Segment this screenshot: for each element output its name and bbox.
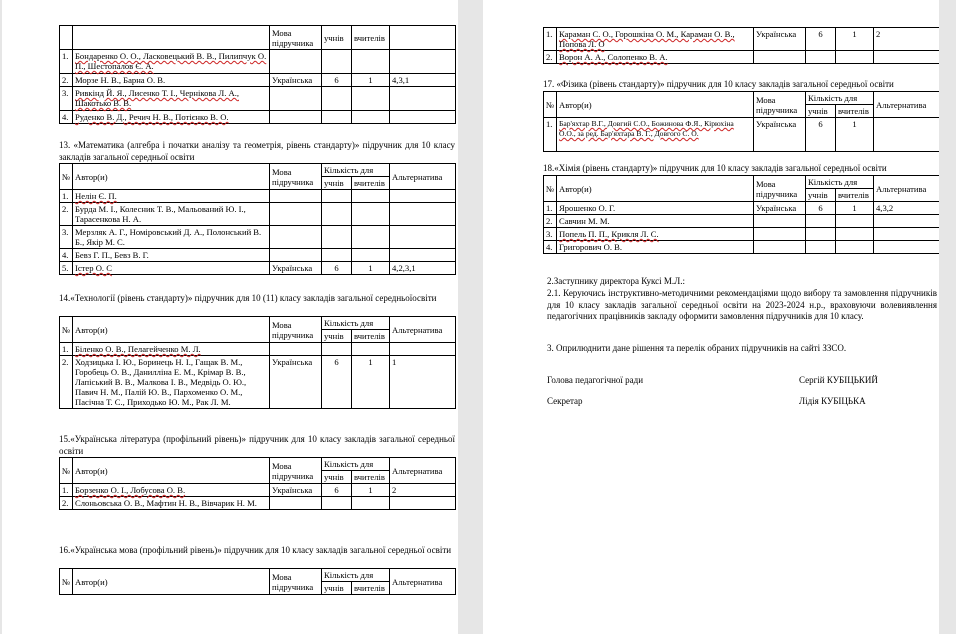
section-18-title: 18.«Хімія (рівень стандарту)» підручник для 10 класу закладів загальної середньої освіти bbox=[543, 163, 887, 173]
document-page-right bbox=[483, 0, 939, 634]
table-row: 4. Бевз Г. П., Бевз В. Г. bbox=[60, 249, 456, 262]
table-ukrainian-language: № Автор(и) Мова підручника Кількість для Альтернатива учнів вчителів bbox=[59, 568, 456, 595]
table-literature: № Автор(и) Мова підручника Кількість для Альтернатива учнів вчителів 1. Борзенко О. І., Лобусова О. В. Українська 6 1 2 2. Слоньовська О. В., Мафтин Н. В., Вівчарик Н. М. bbox=[59, 457, 456, 510]
table-informatics-continued bbox=[59, 25, 456, 124]
decision-2-1: 2.1. Керуючись інструктивно-методичними рекомендаціями щодо вибору та замовлення підручників для 10 класу закладів загальної середньої освіти на 2023-2024 н.р., враховуючи волевиявлення педагогічних працівників закладу оформити замовлення підручників для 10 класу. bbox=[547, 288, 937, 321]
table-ukrainian-language-continued bbox=[543, 27, 939, 64]
decision-3: 3. Оприлюднити дане рішення та перелік обраних підручників на сайті ЗЗСО. bbox=[547, 343, 847, 353]
table-row: 2. Ворон А. А., Солопенко В. А. bbox=[544, 51, 940, 64]
table-row: 1. Нелін Є. П. bbox=[60, 190, 456, 203]
signature-chair-name: Сергій КУБІЦЬКИЙ bbox=[799, 375, 878, 385]
signature-chair-label: Голова педагогічної ради bbox=[547, 375, 644, 385]
table-row: 1. Бар'яхтар В.Г., Довгий С.О., Божинова Ф.Я., Кірюхіна О.О., за ред. Бар'яхтара В. Г., Довгого С. О. Українська 6 1 bbox=[544, 118, 940, 152]
table-row: 1. Бондаренко О. О., Ласковецький В. В., Пилипчук О. П., Шестопалов Є. А. bbox=[60, 50, 456, 74]
table-row: 3. Ривкінд Й. Я., Лисенко Т. І., Чернікова Л. А., Шакотько В. В. bbox=[60, 87, 456, 111]
table-chemistry: № Автор(и) Мова підручника Кількість для Альтернатива учнів вчителів 1. Ярошенко О. Г. Українська 6 1 4,3,2 2. Савчин М. М. 3. Попель П. П., Крикля Л. С. 4. Григорович О. В. bbox=[543, 175, 939, 254]
document-page-left bbox=[2, 0, 458, 634]
section-16-title: 16.«Українська мова (профільний рівень)» підручник для 10 класу закладів загальної середньої освіти bbox=[59, 545, 452, 555]
table-math: № Автор(и) Мова підручника Кількість для Альтернатива учнів вчителів 1. Нелін Є. П. 2. Бурда М. І., Колесник Т. В., Мальований Ю. І., Тарасенкова Н. А. 3. Мерзляк А. Г., Номіровський Д. А., Полонський В. Б., Якір М. С. 4. Бевз Г. П., Бевз В. Г. 5. Істер О. С Українська 6 1 4,2,3,1 bbox=[59, 163, 456, 275]
header-students: учнів bbox=[322, 26, 352, 50]
table-row: 1. Ярошенко О. Г. Українська 6 1 4,3,2 bbox=[544, 202, 940, 215]
table-row: 4. Руденко В. Д., Речич Н. В., Потієнко В. О. bbox=[60, 111, 456, 124]
header-teachers: вчителів bbox=[352, 26, 390, 50]
table-row: 5. Істер О. С Українська 6 1 4,2,3,1 bbox=[60, 262, 456, 275]
header-language: Мова підручника bbox=[270, 26, 322, 50]
table-row: 2. Слоньовська О. В., Мафтин Н. В., Вівчарик Н. М. bbox=[60, 497, 456, 510]
table-row: 2. Савчин М. М. bbox=[544, 215, 940, 228]
signature-secretary-name: Лідія КУБІЦЬКА bbox=[799, 396, 866, 406]
table-row: 4. Григорович О. В. bbox=[544, 241, 940, 254]
table-row: 2. Ходзицька І. Ю., Боринець Н. І., Гащак В. М., Горобець О. В., Данилліна Е. М., Крімар В. В., Лапіський В. В., Малкова І. В., Медвідь О. Ю., Павич Н. М., Палій Ю. В., Пархоменко О. М., Пасічна Т. С., Приходько Ю. М., Рак Л. М. Українська 6 1 1 bbox=[60, 356, 456, 409]
table-row: 3. Попель П. П., Крикля Л. С. bbox=[544, 228, 940, 241]
signature-secretary-label: Секретар bbox=[547, 396, 583, 406]
table-physics: № Автор(и) Мова підручника Кількість для Альтернатива учнів вчителів 1. Бар'яхтар В.Г., Довгий С.О., Божинова Ф.Я., Кірюхіна О.О., за ред. Бар'яхтара В. Г., Довгого С. О. Українська 6 1 bbox=[543, 91, 939, 152]
section-17-title: 17. «Фізика (рівень стандарту)» підручник для 10 класу закладів загальної середньої освіти bbox=[543, 79, 894, 89]
table-row: 1. Борзенко О. І., Лобусова О. В. Українська 6 1 2 bbox=[60, 484, 456, 497]
section-14-title: 14.«Технології (рівень стандарту)» підручник для 10 (11) класу закладів загальної середньоїосвіти bbox=[59, 293, 437, 303]
table-row: 3. Мерзляк А. Г., Номіровський Д. А., Полонський В. Б., Якір М. С. bbox=[60, 226, 456, 249]
section-15-title: 15.«Українська література (профільний рівень)» підручник для 10 класу закладів загальної середньої освіти bbox=[59, 434, 455, 456]
table-row: 1. Біленко О. В., Пелагейченко М. Л. bbox=[60, 343, 456, 356]
table-technology: № Автор(и) Мова підручника Кількість для Альтернатива учнів вчителів 1. Біленко О. В., Пелагейченко М. Л. 2. Ходзицька І. Ю., Боринець Н. І., Гащак В. М., Горобець О. В., Данилліна Е. М., Крімар В. В., Лапіський В. В., Малкова І. В., Медвідь О. Ю., Павич Н. М., Палій Ю. В., Пархоменко О. М., Пасічна Т. С., Приходько Ю. М., Рак Л. М. Українська 6 1 1 bbox=[59, 316, 456, 409]
table-row: 1. Караман С. О., Горошкіна О. М., Караман О. В., Попова Л. О Українська 6 1 2 bbox=[544, 28, 940, 51]
section-13-title: 13. «Математика (алгебра і початки аналізу та геометрія, рівень стандарту)» підручник для 10 класу закладів загальної середньої освіти bbox=[59, 140, 455, 162]
table-row: 2. Морзе Н. В., Барна О. В. Українська 6 1 4,3,1 bbox=[60, 74, 456, 87]
decision-2: 2.Заступнику директора Куксі М.Л.: bbox=[547, 276, 686, 286]
table-row: 2. Бурда М. І., Колесник Т. В., Мальований Ю. І., Тарасенкова Н. А. bbox=[60, 203, 456, 226]
